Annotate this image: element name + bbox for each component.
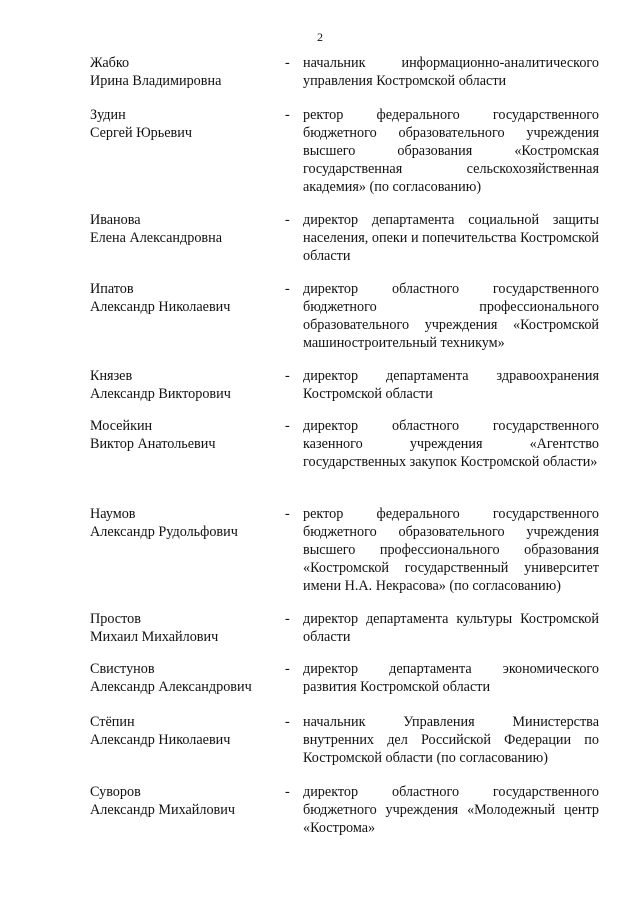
given-names: Александр Николаевич [90, 732, 231, 748]
dash: - [285, 714, 290, 730]
dash: - [285, 368, 290, 384]
person-name [90, 417, 280, 453]
surname: Зудин [90, 107, 126, 123]
given-names: Ирина Владимировна [90, 73, 222, 89]
person-name [90, 660, 280, 696]
dash: - [285, 506, 290, 522]
surname: Иванова [90, 212, 141, 228]
person-name [90, 713, 280, 749]
position-text: директор областного государственного бюджетного профессионального образовательного учреждения «Костромской машиностроительный техникум» [303, 281, 599, 351]
given-names: Александр Николаевич [90, 299, 231, 315]
position-text: директор областного государственного бюджетного учреждения «Молодежный центр «Кострома» [303, 784, 599, 836]
person-name [90, 367, 280, 403]
surname: Стёпин [90, 714, 135, 730]
dash: - [285, 418, 290, 434]
given-names: Виктор Анатольевич [90, 436, 216, 452]
position-text: начальник Управления Министерства внутренних дел Российской Федерации по Костромской области (по согласованию) [303, 714, 599, 766]
position-text: ректор федерального государственного бюджетного образовательного учреждения высшего образования «Костромская государственная сельскохозяйственная академия» (по согласованию) [303, 107, 599, 195]
position-text: директор департамента экономического развития Костромской области [303, 661, 599, 695]
dash: - [285, 661, 290, 677]
person-name [90, 211, 280, 247]
position-text: начальник информационно-аналитического управления Костромской области [303, 55, 599, 89]
surname: Жабко [90, 55, 130, 71]
dash: - [285, 212, 290, 228]
position-text: директор департамента культуры Костромской области [303, 611, 599, 645]
given-names: Александр Михайлович [90, 802, 235, 818]
position-text: директор областного государственного казенного учреждения «Агентство государственных закупок Костромской области» [303, 418, 599, 470]
surname: Мосейкин [90, 418, 153, 434]
given-names: Сергей Юрьевич [90, 125, 192, 141]
given-names: Александр Викторович [90, 386, 231, 402]
given-names: Александр Рудольфович [90, 524, 238, 540]
surname: Простов [90, 611, 141, 627]
dash: - [285, 107, 290, 123]
person-name [90, 783, 280, 819]
person-name [90, 610, 280, 646]
dash: - [285, 281, 290, 297]
position-text: директор департамента здравоохранения Костромской области [303, 368, 599, 402]
given-names: Александр Александрович [90, 679, 252, 695]
person-name [90, 54, 280, 90]
person-name [90, 505, 280, 541]
page-number: 2 [317, 30, 323, 44]
surname: Князев [90, 368, 133, 384]
dash: - [285, 55, 290, 71]
given-names: Елена Александровна [90, 230, 222, 246]
person-name [90, 280, 280, 316]
position-text: директор департамента социальной защиты населения, опеки и попечительства Костромской области [303, 212, 599, 264]
dash: - [285, 611, 290, 627]
person-name [90, 106, 280, 142]
given-names: Михаил Михайлович [90, 629, 219, 645]
position-text: ректор федерального государственного бюджетного образовательного учреждения высшего профессионального образования «Костромской государственный университет имени Н.А. Некрасова» (по согласованию) [303, 506, 599, 594]
surname: Наумов [90, 506, 136, 522]
surname: Ипатов [90, 281, 134, 297]
surname: Суворов [90, 784, 141, 800]
surname: Свистунов [90, 661, 155, 677]
dash: - [285, 784, 290, 800]
